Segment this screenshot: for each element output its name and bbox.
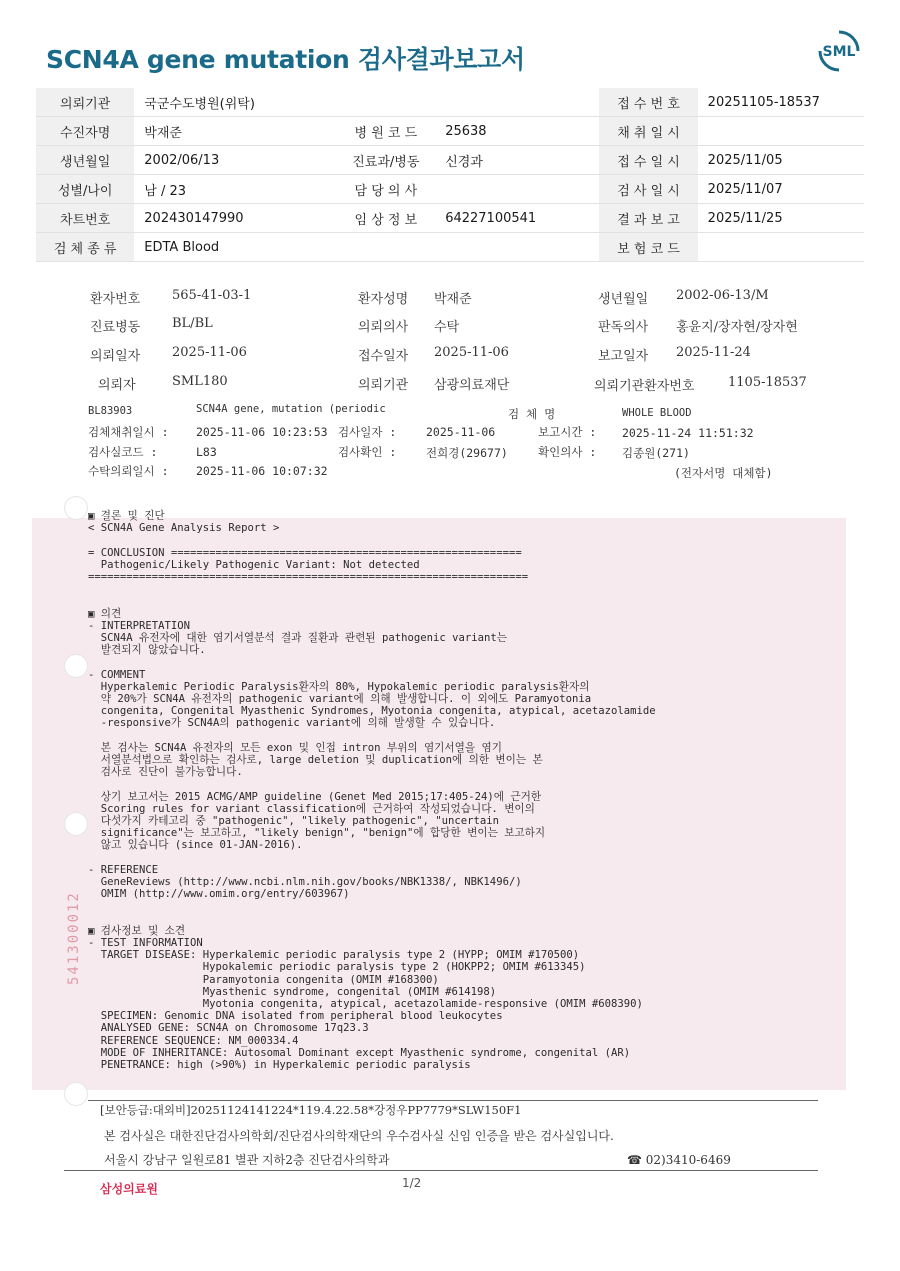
header-value: EDTA Blood [134, 233, 336, 262]
confirm-dr-label: 확인의사 : [538, 445, 597, 459]
requester: SML180 [172, 374, 228, 389]
requester-label: 의뢰자 [98, 378, 136, 393]
punch-hole [64, 812, 88, 836]
ward: BL/BL [172, 316, 213, 331]
header-value: 2025/11/05 [698, 146, 864, 175]
collect-label: 검체채취일시 : [88, 425, 169, 439]
header-value [698, 233, 864, 262]
header-row [36, 146, 864, 175]
ward-label: 진료병동 [90, 320, 141, 335]
report-line: TARGET DISEASE: Hyperkalemic periodic paralysis type 2 (HYPP; OMIM #170500) [88, 949, 580, 962]
report-line: 않고 있습니다 (since 01-JAN-2016). [88, 839, 303, 852]
report-time-label: 보고시간 : [538, 425, 597, 439]
report-line: congenita, Congenital Myasthenic Syndromes, Myotonia congenita, atypical, acetazolamide [88, 705, 656, 718]
header-value: 25638 [435, 117, 599, 146]
patient-name-label: 환자성명 [358, 292, 409, 307]
header-row [36, 117, 864, 146]
doctor: 수탁 [434, 320, 460, 335]
header-row [36, 233, 864, 262]
report-line: 서열분석법으로 확인하는 검사로, large deletion 및 duplication에 의한 변이는 본 [88, 754, 543, 766]
header-label: 결 과 보 고 [599, 204, 697, 233]
header-value: 신경과 [435, 146, 599, 175]
outsource: 2025-11-06 10:07:32 [196, 464, 328, 478]
patient-no: 565-41-03-1 [172, 288, 252, 303]
header-label: 채 취 일 시 [599, 117, 697, 146]
header-label: 담 당 의 사 [336, 175, 435, 204]
inst-pt-label: 의뢰기관환자번호 [594, 379, 695, 394]
report-line: Paramyotonia congenita (OMIM #168300) [88, 973, 439, 986]
report-line: GeneReviews (http://www.ncbi.nlm.nih.gov/books/NBK1338/, NBK1496/) [88, 876, 522, 888]
specimen-label: 검 체 명 [508, 407, 556, 421]
doctor-label: 의뢰의사 [358, 320, 409, 335]
reader: 홍윤지/장자현/장자현 [676, 320, 798, 335]
header-value: 20251105-18537 [698, 88, 864, 117]
test-date: 2025-11-06 [426, 425, 496, 439]
lab-phone: ☎ 02)3410-6469 [627, 1153, 731, 1167]
certification-text: 본 검사실은 대한진단검사의학회/진단검사의학재단의 우수검사실 신임 인증을 받은 검사실입니다. [104, 1129, 614, 1143]
header-label: 병 원 코 드 [336, 117, 435, 146]
header-value: 남 / 23 [134, 175, 336, 204]
lab-code: BL83903 [88, 405, 133, 417]
header-value: 64227100541 [435, 204, 599, 233]
report-time: 2025-11-24 11:51:32 [622, 426, 754, 440]
report-line: Scoring rules for variant classification에 근거하여 작성되었습니다. 변이의 [88, 802, 535, 815]
divider [88, 1100, 818, 1101]
report-line: - INTERPRETATION [88, 619, 191, 632]
header-label: 임 상 정 보 [336, 204, 435, 233]
header-row [36, 175, 864, 204]
report-line: SCN4A 유전자에 대한 염기서열분석 결과 질환과 관련된 pathogenic variant는 [88, 632, 507, 644]
header-value: 2002/06/13 [134, 146, 336, 175]
esign-note: (전자서명 대체함) [674, 466, 773, 480]
report-line: ▣ 의견 [88, 607, 122, 620]
dob: 2002-06-13/M [676, 288, 769, 303]
report-line: 검사로 진단이 불가능합니다. [88, 766, 243, 779]
header-value: 202430147990 [134, 204, 336, 233]
report-line: - TEST INFORMATION [88, 937, 203, 949]
header-label: 생년월일 [36, 146, 134, 175]
header-value: 2025/11/07 [698, 175, 864, 204]
report-line: Hypokalemic periodic paralysis type 2 (HOKPP2; OMIM #613345) [88, 961, 586, 974]
report-line: ▣ 결론 및 진단 [88, 510, 165, 522]
req-date-label: 의뢰일자 [90, 349, 141, 364]
collect: 2025-11-06 10:23:53 [196, 425, 328, 439]
header-label: 진료과/병동 [336, 146, 435, 175]
report-line: ▣ 검사정보 및 소견 [88, 924, 186, 937]
divider [64, 1170, 818, 1171]
report-line: -responsive가 SCN4A의 pathogenic variant에 의해 발생할 수 있습니다. [88, 717, 496, 730]
punch-hole [64, 496, 88, 520]
report-line: 발견되지 않았습니다. [88, 644, 206, 657]
report-line: 약 20%가 SCN4A 유전자의 pathogenic variant에 의해 발생합니다. 이 외에도 Paramyotonia [88, 693, 592, 705]
report-line: < SCN4A Gene Analysis Report > [88, 522, 280, 535]
report-line: ===================================================================== [88, 571, 529, 583]
report-line: - COMMENT [88, 668, 146, 681]
report-line: Hyperkalemic Periodic Paralysis환자의 80%, Hypokalemic periodic paralysis환자의 [88, 680, 590, 693]
outsource-label: 수탁의뢰일시 : [88, 464, 169, 478]
report-line: - REFERENCE [88, 863, 159, 876]
page-number: 1/2 [402, 1176, 422, 1190]
header-value [435, 175, 599, 204]
report-date-label: 보고일자 [598, 349, 649, 364]
header-label: 의뢰기관 [36, 88, 134, 117]
header-label: 접 수 일 시 [599, 146, 697, 175]
report-title: SCN4A gene mutation 검사결과보고서 [46, 45, 525, 74]
header-label: 보 험 코 드 [599, 233, 697, 262]
header-label: 성별/나이 [36, 175, 134, 204]
header-value: 2025/11/25 [698, 204, 864, 233]
confirm-dr: 김종원(271) [622, 446, 690, 460]
punch-hole [64, 1082, 88, 1106]
report-line: PENETRANCE: high (>90%) in Hyperkalemic periodic paralysis [88, 1059, 471, 1071]
recv-date-label: 접수일자 [358, 349, 409, 364]
dob-label: 생년월일 [598, 292, 649, 307]
test-date-label: 검사일자 : [338, 425, 397, 439]
header-value [435, 233, 599, 262]
confirm: 전희경(29677) [426, 446, 508, 460]
header-label: 검 체 종 류 [36, 233, 134, 262]
report-line: = CONCLUSION ======================================================= [88, 546, 522, 559]
hospital-name: 삼성의료원 [100, 1182, 158, 1196]
header-label: 검 사 일 시 [599, 175, 697, 204]
header-info-table [36, 88, 864, 262]
inst-label: 의뢰기관 [358, 378, 409, 393]
patient-name: 박재준 [434, 292, 472, 307]
report-line: 다섯가지 카테고리 중 "pathogenic", "likely pathogenic", "uncertain [88, 815, 500, 827]
report-line: 본 검사는 SCN4A 유전자의 모든 exon 및 인접 intron 부위의 염기서열을 염기 [88, 741, 502, 754]
patient-no-label: 환자번호 [90, 292, 141, 307]
header-row [36, 204, 864, 233]
report-date: 2025-11-24 [676, 345, 751, 360]
report-line: ANALYSED GENE: SCN4A on Chromosome 17q23.3 [88, 1022, 369, 1035]
lab-test: SCN4A gene, mutation (periodic [196, 403, 386, 415]
req-date: 2025-11-06 [172, 345, 247, 360]
report-line: OMIM (http://www.omim.org/entry/603967) [88, 888, 350, 901]
header-label [336, 233, 435, 262]
header-label [336, 88, 435, 117]
side-serial-number: 541300012 [66, 891, 82, 985]
report-line: significance"는 보고하고, "likely benign", "benign"에 합당한 변이는 보고하지 [88, 827, 546, 840]
punch-hole [64, 654, 88, 678]
header-label: 수진자명 [36, 117, 134, 146]
inst-pt: 1105-18537 [728, 375, 807, 390]
inst: 삼광의료재단 [434, 378, 510, 393]
report-line: Myotonia congenita, atypical, acetazolamide-responsive (OMIM #608390) [88, 998, 643, 1010]
room: L83 [196, 445, 217, 459]
specimen: WHOLE BLOOD [622, 407, 692, 419]
report-line: MODE OF INHERITANCE: Autosomal Dominant except Myasthenic syndrome, congenital (AR) [88, 1046, 631, 1059]
reader-label: 판독의사 [598, 320, 649, 335]
header-row [36, 88, 864, 117]
lab-address: 서울시 강남구 일원로81 별관 지하2층 진단검사의학과 [104, 1153, 390, 1167]
recv-date: 2025-11-06 [434, 345, 509, 360]
report-line: SPECIMEN: Genomic DNA isolated from peripheral blood leukocytes [88, 1010, 503, 1023]
header-value: 국군수도병원(위탁) [134, 88, 336, 117]
header-value [435, 88, 599, 117]
report-line: 상기 보고서는 2015 ACMG/AMP guideline (Genet Med 2015;17:405-24)에 근거한 [88, 790, 542, 803]
header-label: 접 수 번 호 [599, 88, 697, 117]
header-label: 차트번호 [36, 204, 134, 233]
svg-text:SML: SML [822, 44, 856, 60]
report-line: Myasthenic syndrome, congenital (OMIM #614198) [88, 985, 497, 998]
security-line: [보안등급:대외비]20251124141224*119.4.22.58*강정우PP7779*SLW150F1 [100, 1103, 522, 1117]
header-value: 박재준 [134, 117, 336, 146]
confirm-label: 검사확인 : [338, 445, 397, 459]
sml-logo [818, 30, 860, 72]
report-line: Pathogenic/Likely Pathogenic Variant: Not detected [88, 558, 420, 571]
report-line: REFERENCE SEQUENCE: NM_000334.4 [88, 1034, 299, 1047]
header-value [698, 117, 864, 146]
room-label: 검사실코드 : [88, 445, 158, 459]
